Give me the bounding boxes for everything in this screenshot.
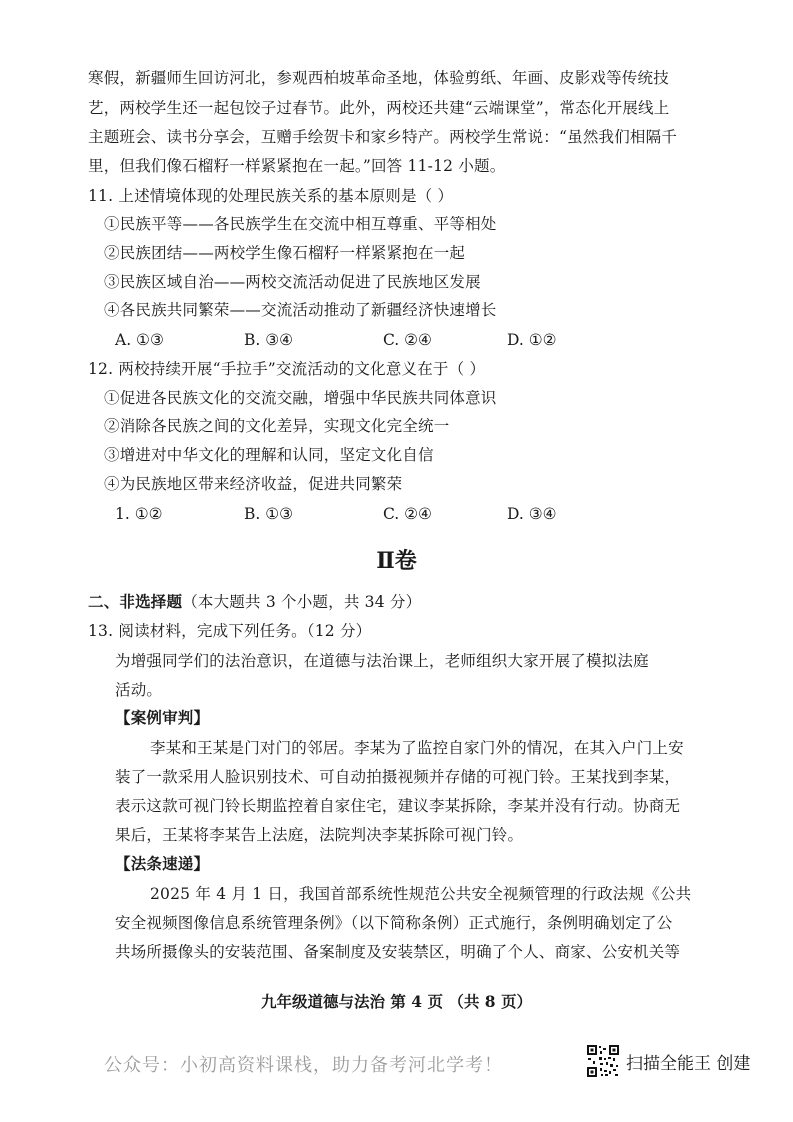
q11-stem: 11. 上述情境体现的处理民族关系的基本原则是（ ） [88, 187, 454, 205]
intro-line-3: 主题班会、读书分享会，互赠手绘贺卡和家乡特产。两校学生常说：“虽然我们相隔千 [88, 128, 678, 146]
section-heading: Ⅱ卷 [376, 548, 417, 574]
qr-code-icon [586, 1044, 620, 1078]
q12-option-c: C. ②④ [383, 505, 432, 523]
q12-option-a: 1. ①② [115, 505, 163, 523]
q13-intro-2: 活动。 [115, 681, 163, 699]
section2-note: （本大题共 3 个小题，共 34 分） [182, 593, 422, 611]
q12-stem: 12. 两校持续开展“手拉手”交流活动的文化意义在于（ ） [88, 360, 486, 378]
page-footer: 九年级道德与法治 第 4 页 （共 8 页） [261, 992, 532, 1011]
watermark-text: 公众号：小初高资料课栈，助力备考河北学考！ [104, 1055, 503, 1076]
law-line-3: 共场所摄像头的安装范围、备案制度及安装禁区，明确了个人、商家、公安机关等 [115, 943, 681, 961]
intro-line-2: 艺，两校学生还一起包饺子过春节。此外，两校还共建“云端课堂”，常态化开展线上 [88, 99, 670, 117]
q12-item-1: ①促进各民族文化的交流交融，增强中华民族共同体意识 [104, 389, 497, 407]
q11-option-c: C. ②④ [383, 331, 432, 349]
q12-item-2: ②消除各民族之间的文化差异，实现文化完全统一 [104, 417, 450, 435]
q12-item-3: ③增进对中华文化的理解和认同，坚定文化自信 [104, 446, 434, 464]
case-line-4: 果后，王某将李某告上法庭，法院判决李某拆除可视门铃。 [115, 826, 524, 844]
law-title: 【法条速递】 [115, 854, 210, 873]
case-line-1: 李某和王某是门对门的邻居。李某为了监控自家门外的情况，在其入户门上安 [150, 739, 684, 757]
q11-item-4: ④各民族共同繁荣——交流活动推动了新疆经济快速增长 [104, 301, 497, 319]
law-line-1: 2025 年 4 月 1 日，我国首部系统性规范公共安全视频管理的行政法规《公共 [150, 885, 692, 903]
section2-title [88, 592, 421, 612]
q11-option-d: D. ①② [507, 331, 557, 349]
law-line-2: 安全视频图像信息系统管理条例》（以下简称条例）正式施行，条例明确划定了公 [115, 914, 673, 932]
intro-line-1: 寒假，新疆师生回访河北，参观西柏坡革命圣地，体验剪纸、年画、皮影戏等传统技 [88, 69, 669, 87]
q11-item-3: ③民族区域自治——两校交流活动促进了民族地区发展 [104, 273, 481, 291]
q11-item-2: ②民族团结——两校学生像石榴籽一样紧紧抱在一起 [104, 244, 466, 262]
q12-item-4: ④为民族地区带来经济收益，促进共同繁荣 [104, 475, 403, 493]
q11-option-a: A. ①③ [115, 331, 164, 349]
case-line-2: 装了一款采用人脸识别技术、可自动拍摄视频并存储的可视门铃。王某找到李某， [115, 768, 681, 786]
q11-option-b: B. ③④ [244, 331, 294, 349]
section2-label: 二、非选择题 [88, 592, 183, 611]
intro-line-4: 里，但我们像石榴籽一样紧紧抱在一起。”回答 11-12 小题。 [88, 157, 506, 175]
q12-option-b: B. ①③ [244, 505, 294, 523]
q11-item-1: ①民族平等——各民族学生在交流中相互尊重、平等相处 [104, 215, 497, 233]
scanner-badge [586, 1044, 750, 1078]
q13-intro-1: 为增强同学们的法治意识，在道德与法治课上，老师组织大家开展了模拟法庭 [115, 652, 649, 670]
q13-stem: 13. 阅读材料，完成下列任务。（12 分） [88, 622, 372, 640]
q12-option-d: D. ③④ [507, 505, 557, 523]
case-title: 【案例审判】 [115, 708, 210, 727]
scanner-label: 扫描全能王 创建 [626, 1053, 751, 1074]
case-line-3: 表示这款可视门铃长期监控着自家住宅，建议李某拆除，李某并没有行动。协商无 [115, 797, 681, 815]
